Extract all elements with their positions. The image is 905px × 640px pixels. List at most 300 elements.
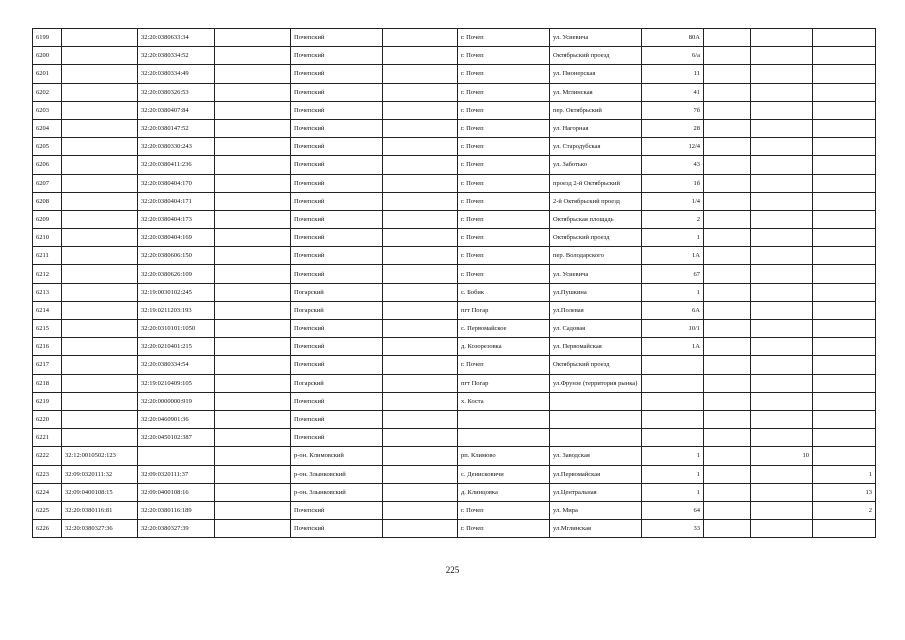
- table-cell-c11: [813, 283, 876, 301]
- table-cell-c6: г. Почеп: [458, 520, 550, 538]
- table-cell-c2: 32:20:0380147:52: [138, 119, 215, 137]
- table-cell-c4: Почепский: [291, 320, 383, 338]
- table-cell-c9: [704, 320, 751, 338]
- table-cell-c2: 32:20:0380606:150: [138, 247, 215, 265]
- table-cell-c4: Погарский: [291, 374, 383, 392]
- table-cell-c11: 13: [813, 483, 876, 501]
- table-cell-c10: [751, 192, 813, 210]
- table-cell-c6: г. Почеп: [458, 65, 550, 83]
- table-cell-c6: г. Почеп: [458, 229, 550, 247]
- table-cell-n: 6220: [33, 410, 62, 428]
- table-cell-c2: 32:20:0310101:1050: [138, 320, 215, 338]
- table-cell-c10: [751, 247, 813, 265]
- table-cell-c1: 32:20:0380327:36: [62, 520, 138, 538]
- table-cell-c6: г. Почеп: [458, 501, 550, 519]
- table-cell-c1: [62, 283, 138, 301]
- table-cell-c6: г. Почеп: [458, 138, 550, 156]
- table-row: [33, 47, 876, 65]
- table-cell-c11: [813, 520, 876, 538]
- table-row: [33, 174, 876, 192]
- table-cell-c5: [383, 392, 458, 410]
- table-cell-c10: [751, 47, 813, 65]
- table-cell-c8: 12/4: [642, 138, 704, 156]
- table-cell-c6: г. Почеп: [458, 192, 550, 210]
- table-cell-c11: 2: [813, 501, 876, 519]
- table-cell-c1: [62, 356, 138, 374]
- table-cell-c11: [813, 374, 876, 392]
- table-cell-c10: [751, 174, 813, 192]
- table-cell-c7: ул. Мира: [550, 501, 642, 519]
- table-cell-c7: ул. Мглинская: [550, 83, 642, 101]
- table-cell-c4: Почепский: [291, 520, 383, 538]
- registry-table: [32, 28, 876, 538]
- table-cell-c6: [458, 429, 550, 447]
- table-cell-c9: [704, 29, 751, 47]
- table-cell-c1: 32:09:0400108:15: [62, 483, 138, 501]
- table-cell-c3: [215, 520, 291, 538]
- table-cell-n: 6216: [33, 338, 62, 356]
- table-cell-c3: [215, 501, 291, 519]
- table-cell-c10: [751, 265, 813, 283]
- table-cell-c1: [62, 138, 138, 156]
- table-cell-c9: [704, 338, 751, 356]
- table-cell-c1: [62, 338, 138, 356]
- table-cell-c5: [383, 283, 458, 301]
- table-cell-c9: [704, 47, 751, 65]
- table-cell-c3: [215, 265, 291, 283]
- table-cell-c11: [813, 447, 876, 465]
- table-cell-c2: 32:20:0380334:49: [138, 65, 215, 83]
- table-cell-c3: [215, 156, 291, 174]
- table-cell-c11: [813, 320, 876, 338]
- table-cell-c10: [751, 483, 813, 501]
- table-cell-n: 6223: [33, 465, 62, 483]
- table-cell-c5: [383, 265, 458, 283]
- table-cell-c1: 32:09:0320111:32: [62, 465, 138, 483]
- table-cell-c7: ул.Фрунзе (территория рынка): [550, 374, 642, 392]
- table-cell-c11: [813, 429, 876, 447]
- table-cell-c9: [704, 392, 751, 410]
- table-cell-c9: [704, 156, 751, 174]
- table-cell-n: 6226: [33, 520, 62, 538]
- table-cell-c11: [813, 247, 876, 265]
- table-cell-c7: 2-й Октябрьский проезд: [550, 192, 642, 210]
- table-cell-c10: [751, 465, 813, 483]
- table-cell-c3: [215, 229, 291, 247]
- table-cell-c11: [813, 265, 876, 283]
- table-cell-c3: [215, 465, 291, 483]
- table-row: [33, 320, 876, 338]
- table-cell-c1: [62, 392, 138, 410]
- table-cell-c6: г. Почеп: [458, 210, 550, 228]
- table-cell-c2: 32:20:0380334:54: [138, 356, 215, 374]
- table-cell-c8: [642, 374, 704, 392]
- table-cell-c7: ул. Пионерская: [550, 65, 642, 83]
- table-cell-c8: 1б: [642, 174, 704, 192]
- table-cell-c10: [751, 83, 813, 101]
- table-cell-c10: [751, 501, 813, 519]
- table-row: [33, 83, 876, 101]
- table-cell-c5: [383, 192, 458, 210]
- table-cell-c8: 64: [642, 501, 704, 519]
- table-cell-c6: с. Первомайское: [458, 320, 550, 338]
- table-cell-c5: [383, 247, 458, 265]
- table-cell-c4: Почепский: [291, 356, 383, 374]
- table-cell-c3: [215, 65, 291, 83]
- table-cell-c6: г. Почеп: [458, 156, 550, 174]
- table-cell-c4: Почепский: [291, 101, 383, 119]
- table-cell-c4: Погарский: [291, 283, 383, 301]
- table-cell-c2: 32:20:0460901:36: [138, 410, 215, 428]
- table-cell-c10: [751, 229, 813, 247]
- table-cell-n: 6211: [33, 247, 62, 265]
- table-cell-c4: Почепский: [291, 83, 383, 101]
- table-row: [33, 119, 876, 137]
- table-cell-c7: пер. Володарского: [550, 247, 642, 265]
- table-cell-c11: [813, 356, 876, 374]
- table-cell-c6: г. Почеп: [458, 119, 550, 137]
- table-cell-c7: ул. Первомайская: [550, 338, 642, 356]
- table-cell-c1: [62, 29, 138, 47]
- table-cell-n: 6217: [33, 356, 62, 374]
- table-cell-c9: [704, 119, 751, 137]
- table-row: [33, 156, 876, 174]
- table-cell-c3: [215, 119, 291, 137]
- table-cell-c2: 32:09:0320111:37: [138, 465, 215, 483]
- table-cell-c2: [138, 447, 215, 465]
- table-cell-c10: [751, 283, 813, 301]
- table-cell-c8: 11: [642, 65, 704, 83]
- table-cell-c7: ул.Полевая: [550, 301, 642, 319]
- table-cell-c8: 28: [642, 119, 704, 137]
- table-cell-c1: [62, 320, 138, 338]
- table-cell-c6: с. Денисковичи: [458, 465, 550, 483]
- table-row: [33, 247, 876, 265]
- table-cell-n: 6200: [33, 47, 62, 65]
- table-cell-c11: [813, 301, 876, 319]
- table-cell-c6: г. Почеп: [458, 265, 550, 283]
- table-cell-c10: [751, 210, 813, 228]
- table-cell-n: 6222: [33, 447, 62, 465]
- table-cell-c11: [813, 156, 876, 174]
- table-cell-n: 6207: [33, 174, 62, 192]
- table-cell-n: 6215: [33, 320, 62, 338]
- table-cell-c8: [642, 410, 704, 428]
- table-cell-c5: [383, 156, 458, 174]
- table-cell-c9: [704, 174, 751, 192]
- table-cell-c1: [62, 429, 138, 447]
- table-cell-c5: [383, 83, 458, 101]
- table-cell-c7: [550, 392, 642, 410]
- table-cell-c3: [215, 47, 291, 65]
- table-cell-c1: [62, 192, 138, 210]
- table-cell-c4: Почепский: [291, 265, 383, 283]
- table-cell-c11: [813, 83, 876, 101]
- table-cell-c7: [550, 410, 642, 428]
- table-cell-c6: г. Почеп: [458, 247, 550, 265]
- table-cell-n: 6199: [33, 29, 62, 47]
- table-cell-c4: Погарский: [291, 301, 383, 319]
- table-cell-c4: р-он. Злынковский: [291, 465, 383, 483]
- table-cell-c2: 32:20:0380404:170: [138, 174, 215, 192]
- table-cell-c4: Почепский: [291, 29, 383, 47]
- table-cell-c1: [62, 119, 138, 137]
- table-cell-c6: г. Почеп: [458, 47, 550, 65]
- table-cell-c1: [62, 247, 138, 265]
- table-cell-c11: [813, 65, 876, 83]
- table-row: [33, 392, 876, 410]
- table-cell-c11: [813, 229, 876, 247]
- table-cell-c10: [751, 156, 813, 174]
- table-cell-c8: 2: [642, 210, 704, 228]
- table-cell-c4: Почепский: [291, 65, 383, 83]
- table-cell-n: 6225: [33, 501, 62, 519]
- table-cell-c8: 7б: [642, 101, 704, 119]
- table-cell-n: 6221: [33, 429, 62, 447]
- table-cell-c9: [704, 65, 751, 83]
- table-cell-c1: [62, 229, 138, 247]
- table-cell-c11: [813, 210, 876, 228]
- table-cell-c9: [704, 283, 751, 301]
- table-cell-c8: 1: [642, 483, 704, 501]
- table-cell-c6: г. Почеп: [458, 83, 550, 101]
- table-cell-c8: 41: [642, 83, 704, 101]
- table-row: [33, 465, 876, 483]
- table-cell-c10: 10: [751, 447, 813, 465]
- table-cell-c2: 32:20:0380626:109: [138, 265, 215, 283]
- table-row: [33, 101, 876, 119]
- table-cell-c11: [813, 101, 876, 119]
- table-cell-c5: [383, 65, 458, 83]
- table-cell-c4: Почепский: [291, 119, 383, 137]
- table-row: [33, 301, 876, 319]
- table-cell-c1: [62, 265, 138, 283]
- table-cell-c5: [383, 229, 458, 247]
- table-cell-c5: [383, 174, 458, 192]
- table-cell-c9: [704, 483, 751, 501]
- table-row: [33, 447, 876, 465]
- table-cell-c5: [383, 210, 458, 228]
- table-cell-c5: [383, 410, 458, 428]
- table-cell-c6: г. Почеп: [458, 356, 550, 374]
- table-cell-c7: проезд 2-й Октябрьский: [550, 174, 642, 192]
- table-cell-c10: [751, 392, 813, 410]
- table-cell-c3: [215, 192, 291, 210]
- table-cell-c10: [751, 520, 813, 538]
- table-cell-c9: [704, 83, 751, 101]
- table-cell-c10: [751, 101, 813, 119]
- table-cell-c6: г. Почеп: [458, 101, 550, 119]
- table-cell-c3: [215, 320, 291, 338]
- table-row: [33, 483, 876, 501]
- table-cell-c2: 32:19:0210409:105: [138, 374, 215, 392]
- table-cell-c8: [642, 356, 704, 374]
- table-body: [33, 29, 876, 538]
- table-cell-c9: [704, 229, 751, 247]
- table-cell-c3: [215, 283, 291, 301]
- table-cell-c2: 32:20:0380327:39: [138, 520, 215, 538]
- table-cell-c2: 32:20:0380334:52: [138, 47, 215, 65]
- table-cell-c4: Почепский: [291, 210, 383, 228]
- table-cell-c8: 10/1: [642, 320, 704, 338]
- table-cell-c2: 32:20:0380633:34: [138, 29, 215, 47]
- table-cell-n: 6214: [33, 301, 62, 319]
- table-cell-n: 6209: [33, 210, 62, 228]
- table-cell-c8: 33: [642, 520, 704, 538]
- table-cell-c9: [704, 265, 751, 283]
- table-cell-c8: 1А: [642, 247, 704, 265]
- table-cell-c2: 32:20:0210401:215: [138, 338, 215, 356]
- table-cell-c5: [383, 29, 458, 47]
- table-cell-c6: д. Козорезовка: [458, 338, 550, 356]
- table-cell-c5: [383, 356, 458, 374]
- table-cell-c4: Почепский: [291, 156, 383, 174]
- table-cell-c10: [751, 338, 813, 356]
- table-cell-c6: г. Почеп: [458, 174, 550, 192]
- table-cell-c4: Почепский: [291, 247, 383, 265]
- table-cell-c9: [704, 465, 751, 483]
- table-row: [33, 410, 876, 428]
- table-cell-c5: [383, 119, 458, 137]
- table-cell-c3: [215, 429, 291, 447]
- table-cell-c8: [642, 429, 704, 447]
- table-cell-c2: 32:20:0380330:243: [138, 138, 215, 156]
- table-cell-n: 6204: [33, 119, 62, 137]
- table-cell-c9: [704, 410, 751, 428]
- table-cell-n: 6206: [33, 156, 62, 174]
- table-cell-c5: [383, 338, 458, 356]
- table-cell-c1: [62, 301, 138, 319]
- table-cell-c5: [383, 101, 458, 119]
- table-cell-c7: ул.Пушкина: [550, 283, 642, 301]
- table-cell-c11: 1: [813, 465, 876, 483]
- table-cell-c7: ул. Заводская: [550, 447, 642, 465]
- table-cell-c9: [704, 192, 751, 210]
- table-cell-c1: [62, 374, 138, 392]
- table-row: [33, 192, 876, 210]
- table-cell-c1: [62, 101, 138, 119]
- table-cell-c4: Почепский: [291, 338, 383, 356]
- table-cell-c1: [62, 410, 138, 428]
- table-cell-c9: [704, 210, 751, 228]
- table-cell-c9: [704, 247, 751, 265]
- table-cell-c8: 1: [642, 447, 704, 465]
- table-cell-c8: 1/4: [642, 192, 704, 210]
- table-row: [33, 429, 876, 447]
- table-cell-c7: Октябрьский проезд: [550, 229, 642, 247]
- table-cell-c7: пер. Октябрьский: [550, 101, 642, 119]
- table-cell-c9: [704, 447, 751, 465]
- table-cell-c10: [751, 138, 813, 156]
- table-cell-c5: [383, 429, 458, 447]
- table-cell-c11: [813, 119, 876, 137]
- table-cell-c3: [215, 174, 291, 192]
- table-cell-c3: [215, 410, 291, 428]
- table-cell-c11: [813, 174, 876, 192]
- table-cell-c5: [383, 47, 458, 65]
- table-row: [33, 520, 876, 538]
- table-cell-c3: [215, 374, 291, 392]
- table-cell-c7: ул.Мглинская: [550, 520, 642, 538]
- table-cell-c2: 32:20:0000000:919: [138, 392, 215, 410]
- table-cell-c10: [751, 410, 813, 428]
- table-cell-c8: 67: [642, 265, 704, 283]
- table-cell-c3: [215, 447, 291, 465]
- table-cell-c1: 32:12:0010502:123: [62, 447, 138, 465]
- table-cell-c10: [751, 29, 813, 47]
- table-cell-c3: [215, 83, 291, 101]
- table-cell-c2: 32:09:0400108:16: [138, 483, 215, 501]
- table-cell-c7: ул. Садовая: [550, 320, 642, 338]
- table-cell-n: 6202: [33, 83, 62, 101]
- table-cell-n: 6203: [33, 101, 62, 119]
- table-cell-c11: [813, 338, 876, 356]
- table-cell-c2: 32:20:0380116:189: [138, 501, 215, 519]
- table-cell-c2: 32:19:0211203:193: [138, 301, 215, 319]
- table-cell-n: 6218: [33, 374, 62, 392]
- table-cell-c5: [383, 520, 458, 538]
- table-cell-n: 6212: [33, 265, 62, 283]
- table-cell-c8: 1: [642, 283, 704, 301]
- table-cell-c8: 6/а: [642, 47, 704, 65]
- table-cell-c5: [383, 447, 458, 465]
- table-cell-c7: ул. Усиевича: [550, 265, 642, 283]
- table-cell-c4: Почепский: [291, 392, 383, 410]
- table-cell-c11: [813, 138, 876, 156]
- table-cell-c6: пгт Погар: [458, 374, 550, 392]
- table-cell-c7: ул. Нагорная: [550, 119, 642, 137]
- table-cell-c11: [813, 392, 876, 410]
- table-cell-n: 6224: [33, 483, 62, 501]
- table-cell-c8: 1: [642, 465, 704, 483]
- table-cell-c3: [215, 247, 291, 265]
- table-cell-c7: [550, 429, 642, 447]
- table-cell-c4: Почепский: [291, 229, 383, 247]
- table-cell-c1: 32:20:0380116:81: [62, 501, 138, 519]
- table-cell-n: 6205: [33, 138, 62, 156]
- table-cell-c9: [704, 429, 751, 447]
- table-cell-c4: р-он. Климовский: [291, 447, 383, 465]
- table-cell-c7: Октябрьская площадь: [550, 210, 642, 228]
- table-cell-c3: [215, 338, 291, 356]
- table-cell-c2: 32:20:0380404:169: [138, 229, 215, 247]
- table-cell-c10: [751, 374, 813, 392]
- table-cell-n: 6208: [33, 192, 62, 210]
- table-cell-c4: Почепский: [291, 429, 383, 447]
- table-cell-c1: [62, 65, 138, 83]
- table-cell-c8: 80А: [642, 29, 704, 47]
- table-cell-c5: [383, 301, 458, 319]
- page-number: 225: [445, 565, 460, 575]
- table-cell-c2: 32:20:0380404:171: [138, 192, 215, 210]
- table-cell-c11: [813, 29, 876, 47]
- table-cell-c6: х. Коста: [458, 392, 550, 410]
- table-cell-c5: [383, 138, 458, 156]
- table-cell-c4: Почепский: [291, 501, 383, 519]
- table-cell-c10: [751, 320, 813, 338]
- table-row: [33, 265, 876, 283]
- table-cell-c6: г. Почеп: [458, 29, 550, 47]
- table-cell-c9: [704, 501, 751, 519]
- table-cell-c3: [215, 356, 291, 374]
- table-cell-c10: [751, 301, 813, 319]
- table-cell-c5: [383, 320, 458, 338]
- table-cell-c8: 1А: [642, 338, 704, 356]
- table-cell-c9: [704, 374, 751, 392]
- table-cell-c3: [215, 392, 291, 410]
- table-row: [33, 210, 876, 228]
- table-cell-c2: 32:20:0380411:236: [138, 156, 215, 174]
